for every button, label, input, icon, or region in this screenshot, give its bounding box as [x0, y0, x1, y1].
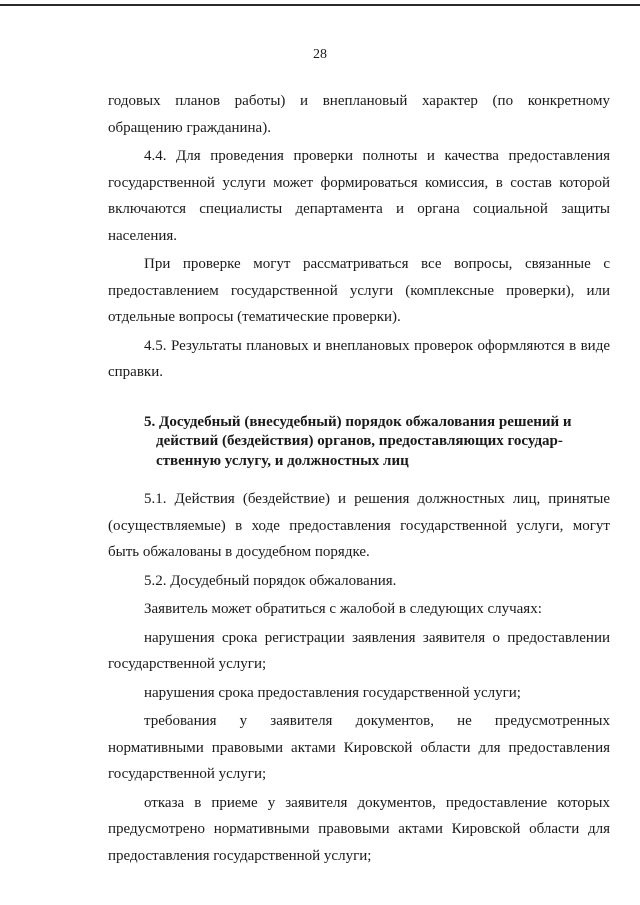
paragraph-5-1: 5.1. Действия (бездействие) и решения должностных лиц, принятые (осуществляемые) в ходе предоставления государственной услуги, могут быть обжалованы в досудебном порядке. [108, 491, 610, 560]
document-body [108, 88, 610, 869]
list-item-extra-documents: требования у заявителя документов, не предусмотренных нормативными правовыми актами Кировской области для предоставления государственной услуги; [108, 713, 610, 782]
paragraph-4-5: 4.5. Результаты плановых и внеплановых проверок оформляются в виде справки. [108, 337, 610, 380]
paragraph-4-4: 4.4. Для проведения проверки полноты и качества предоставления государственной услуги может формироваться комиссия, в состав которой включаются специалисты департамента и органа социальной защиты населения. [108, 148, 610, 244]
paragraph-complaint-cases: Заявитель может обратиться с жалобой в следующих случаях: [144, 601, 542, 617]
section-5-heading [144, 413, 584, 472]
list-item-registration-delay: нарушения срока регистрации заявления заявителя о предоставлении государственной услуги; [108, 629, 610, 672]
section-heading-line-2: действий (бездействия) органов, предоставляющих государ- [156, 433, 563, 449]
top-border-line [0, 4, 640, 6]
paragraph-5-2: 5.2. Досудебный порядок обжалования. [144, 572, 397, 589]
paragraph-planned-checks-end: годовых планов работы) и внеплановый характер (по конкретному обращению гражданина). [108, 93, 610, 136]
list-item-service-delay: нарушения срока предоставления государственной услуги; [144, 684, 521, 701]
page-number: 28 [313, 47, 327, 62]
list-item-document-refusal: отказа в приеме у заявителя документов, предоставление которых предусмотрено нормативными правовыми актами Кировской области для предоставления государственной услуги; [108, 794, 610, 864]
paragraph-check-scope: При проверке могут рассматриваться все вопросы, связанные с предоставлением государственной услуги (комплексные проверки), или отдельные вопросы (тематические проверки). [108, 256, 610, 325]
section-heading-line-1: 5. Досудебный (внесудебный) порядок обжалования решений и [144, 413, 572, 430]
section-heading-line-3: ственную услугу, и должностных лиц [156, 452, 409, 469]
